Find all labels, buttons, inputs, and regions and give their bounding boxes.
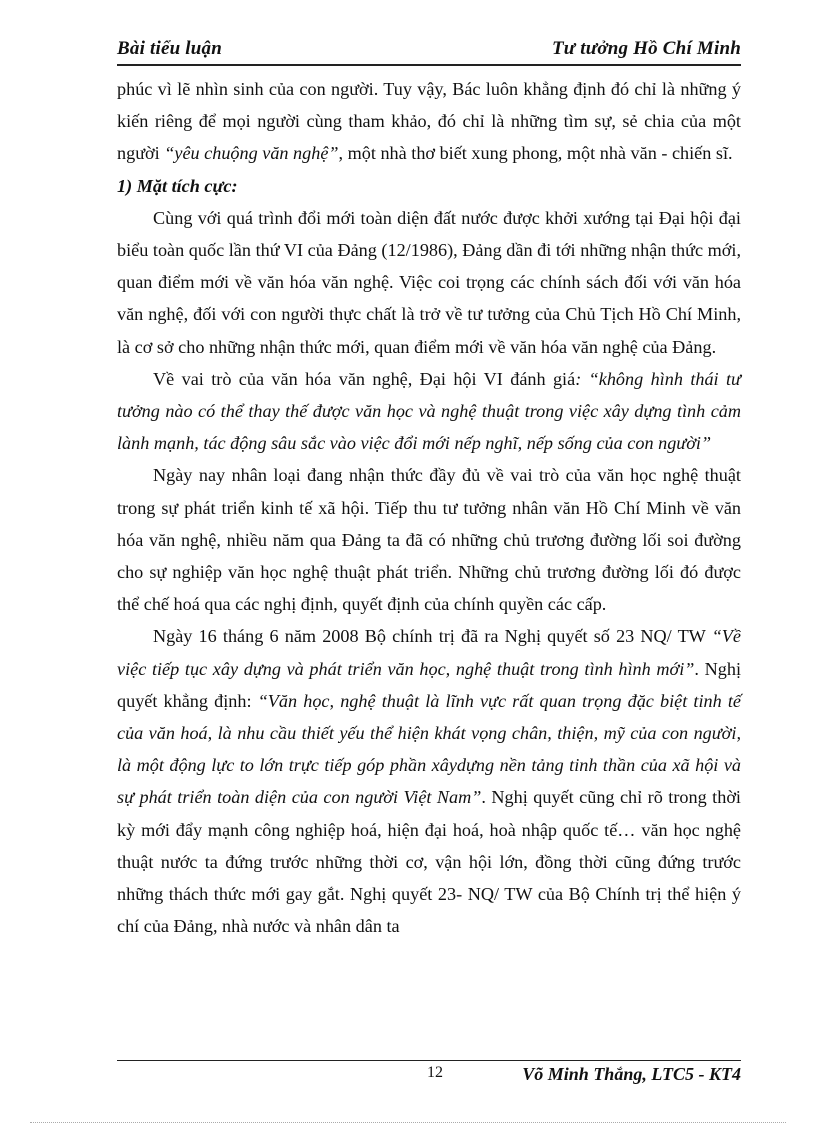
paragraph-5-end: . Nghị quyết cũng chỉ rõ trong thời kỳ mới đẩy mạnh công nghiệp hoá, hiện đại hoá, hoà nhập quốc tế… văn học nghệ thuật nước ta đứng trước những thời cơ, vận hội lớn, đồng thời cũng đứng trước những thách thức mới gay gắt. Nghị quyết 23- NQ/ TW của Bộ Chính trị thể hiện ý chí của Đảng, nhà nước và nhân dân ta [117,787,741,937]
footer-divider [117,1060,741,1061]
resolution-quote: “Văn học, nghệ thuật là lĩnh vực rất quan trọng đặc biệt tinh tế của văn hoá, là nhu cầu thiết yếu thể hiện khát vọng chân, thiện, mỹ của con người, là một động lực to lớn trực tiếp góp phần xâydựng nền tảng tinh thần của xã hội và sự phát triển toàn diện của con người Việt Nam” [117,690,741,808]
paragraph-1 [117,73,741,170]
header-left-title: Bài tiểu luận [117,38,223,59]
footer-author: Võ Minh Thắng, LTC5 - KT4 [522,1064,741,1084]
paragraph-2: Cùng với quá trình đổi mới toàn diện đất nước được khởi xướng tại Đại hội đại biểu toàn quốc lần thứ VI của Đảng (12/1986), Đảng dần đi tới những nhận thức mới, quan điểm mới về văn hóa văn nghệ. Việc coi trọng các chính sách đối với văn hóa văn nghệ, đối với con người thực chất là trở về tư tưởng của Chủ Tịch Hồ Chí Minh, là cơ sở cho những nhận thức mới, quan điểm mới về văn hóa văn nghệ của Đảng. [117,207,741,357]
paragraph-3-lead: Về vai trò của văn hóa văn nghệ, Đại hội VI đánh giá [153,368,576,389]
section-heading: 1) Mặt tích cực: [117,175,238,196]
paragraph-1-quote: “yêu chuộng văn nghệ” [164,143,339,164]
page-header [117,38,741,66]
header-right-title: Tư tưởng Hồ Chí Minh [551,38,741,59]
paragraph-3 [117,363,741,460]
paragraph-3-quote: : “không hình thái tư tưởng nào có thể thay thế được văn học và nghệ thuật trong việc xây dựng tình cảm lành mạnh, tác động sâu sắc vào việc đổi mới nếp nghĩ, nếp sống của con người” [117,368,741,454]
paragraph-5-mid: . Nghị quyết khẳng định: [117,658,742,711]
page-number: 12 [427,1064,443,1081]
paragraph-5-lead: Ngày 16 tháng 6 năm 2008 Bộ chính trị đã ra Nghị quyết số 23 NQ/ TW [153,626,712,647]
resolution-title: “Về việc tiếp tục xây dựng và phát triển văn học, nghệ thuật trong tình hình mới” [117,626,741,679]
paragraph-5 [117,620,741,942]
document-body [117,73,741,942]
paragraph-1-text: phúc vì lẽ nhìn sinh của con người. Tuy vậy, Bác luôn khẳng định đó chỉ là những ý kiến riêng để mọi người cùng tham khảo, đó chỉ là những tìm sự, sẻ chia của một người [117,79,741,164]
paragraph-4: Ngày nay nhân loại đang nhận thức đầy đủ về vai trò của văn học nghệ thuật trong sự phát triển kinh tế xã hội. Tiếp thu tư tưởng nhân văn Hồ Chí Minh về văn hóa văn nghệ, nhiều năm qua Đảng ta đã có những chủ trương đường lối soi đường cho sự nghiệp văn học nghệ thuật phát triển. Những chủ trương đường lối đó được thể chế hoá qua các nghị định, quyết định của chính quyền các cấp. [117,465,741,615]
paragraph-1-end: , một nhà thơ biết xung phong, một nhà văn - chiến sĩ. [338,143,733,164]
